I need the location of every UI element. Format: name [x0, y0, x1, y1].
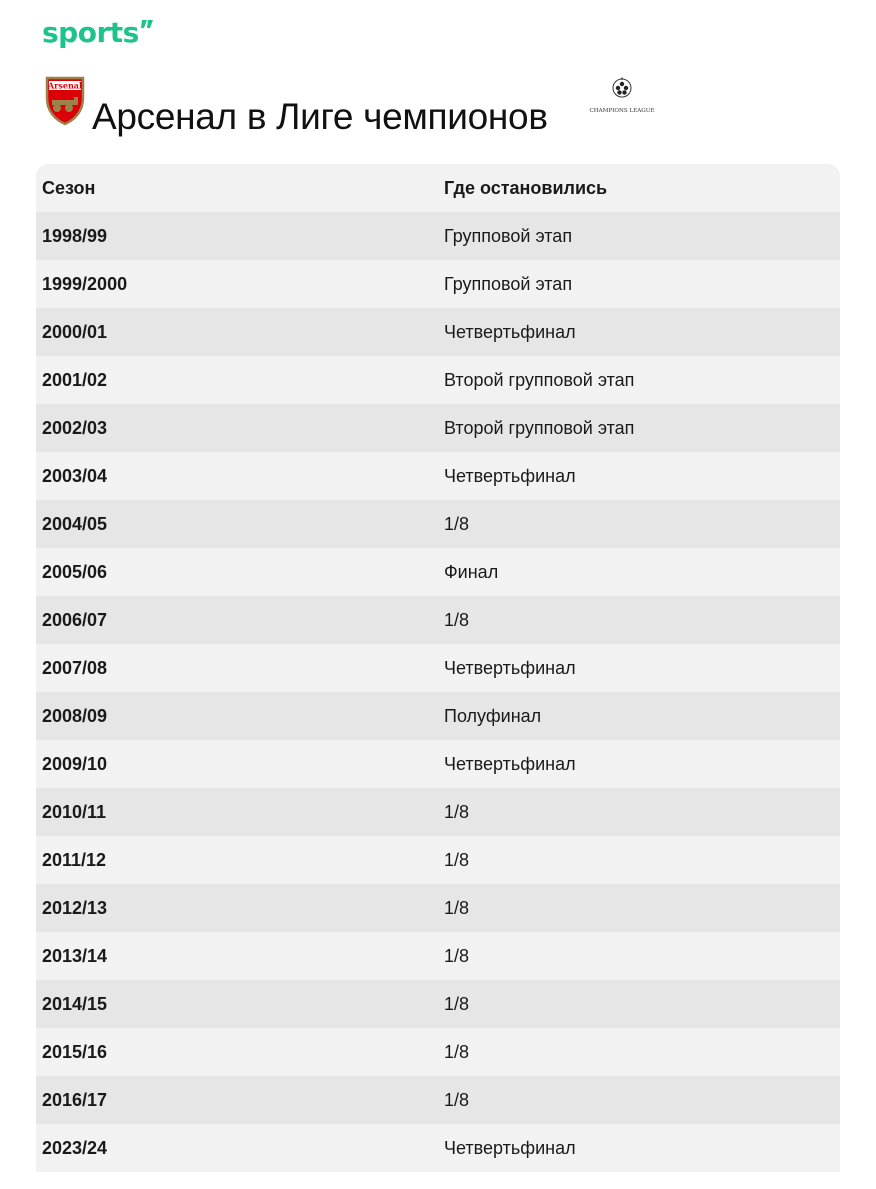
table-row: [36, 980, 840, 1028]
table-row: [36, 884, 840, 932]
season-cell: 2023/24: [42, 1137, 108, 1158]
stage-cell: 1/8: [444, 993, 470, 1014]
season-cell: 2004/05: [42, 513, 108, 534]
table-row: [36, 356, 840, 404]
season-cell: 2015/16: [42, 1041, 108, 1062]
column-header-stage: Где остановились: [444, 177, 608, 198]
stage-cell: Групповой этап: [444, 273, 573, 294]
stage-cell: 1/8: [444, 801, 470, 822]
brand-name: sports: [42, 15, 139, 49]
table-row: [36, 1028, 840, 1076]
stage-cell: Групповой этап: [444, 225, 573, 246]
arsenal-crest-text: Arsenal: [47, 80, 83, 91]
stage-cell: Четвертьфинал: [444, 321, 576, 342]
stage-cell: Второй групповой этап: [444, 369, 635, 390]
table-row: [36, 308, 840, 356]
brand-quote-mark-icon: [140, 19, 154, 33]
ucl-logo-text: CHAMPIONS LEAGUE: [589, 108, 655, 114]
stage-cell: Четвертьфинал: [444, 1137, 576, 1158]
page-title: Арсенал в Лиге чемпионов: [92, 96, 548, 137]
season-cell: 2013/14: [42, 945, 108, 966]
stage-cell: Четвертьфинал: [444, 753, 576, 774]
season-cell: 2012/13: [42, 897, 108, 918]
table-row: [36, 788, 840, 836]
season-cell: 2000/01: [42, 321, 108, 342]
stage-cell: 1/8: [444, 897, 470, 918]
stage-cell: 1/8: [444, 513, 470, 534]
season-cell: 2005/06: [42, 561, 108, 582]
table-row: [36, 836, 840, 884]
stage-cell: Второй групповой этап: [444, 417, 635, 438]
season-cell: 2011/12: [42, 849, 107, 870]
table-row: [36, 1076, 840, 1124]
table-row: [36, 212, 840, 260]
table-row: [36, 1124, 840, 1172]
table-row: [36, 596, 840, 644]
title-row: [42, 76, 662, 142]
table-row: [36, 260, 840, 308]
stage-cell: 1/8: [444, 609, 470, 630]
season-cell: 1999/2000: [42, 273, 128, 294]
table-row: [36, 740, 840, 788]
season-cell: 2008/09: [42, 705, 108, 726]
arsenal-crest-icon: [44, 76, 86, 126]
stage-cell: Полуфинал: [444, 705, 542, 726]
table-row: [36, 452, 840, 500]
column-header-season: Сезон: [42, 177, 96, 198]
stage-cell: 1/8: [444, 849, 470, 870]
champions-league-icon: [589, 76, 655, 126]
stage-cell: Четвертьфинал: [444, 657, 576, 678]
table-row: [36, 404, 840, 452]
season-cell: 1998/99: [42, 225, 108, 246]
season-cell: 2014/15: [42, 993, 108, 1014]
stage-cell: Финал: [444, 561, 499, 582]
season-cell: 2003/04: [42, 465, 108, 486]
season-cell: 2010/11: [42, 801, 107, 822]
season-cell: 2002/03: [42, 417, 108, 438]
table-row: [36, 692, 840, 740]
table-row: [36, 644, 840, 692]
season-cell: 2009/10: [42, 753, 108, 774]
brand-logo[interactable]: [42, 12, 154, 52]
season-cell: 2001/02: [42, 369, 108, 390]
season-cell: 2006/07: [42, 609, 108, 630]
stage-cell: 1/8: [444, 1041, 470, 1062]
stage-cell: 1/8: [444, 1089, 470, 1110]
season-cell: 2016/17: [42, 1089, 108, 1110]
seasons-table: [36, 164, 840, 1171]
table-row: [36, 548, 840, 596]
table-row: [36, 932, 840, 980]
table-row: [36, 500, 840, 548]
stage-cell: Четвертьфинал: [444, 465, 576, 486]
table-header: [36, 164, 840, 212]
stage-cell: 1/8: [444, 945, 470, 966]
season-cell: 2007/08: [42, 657, 108, 678]
